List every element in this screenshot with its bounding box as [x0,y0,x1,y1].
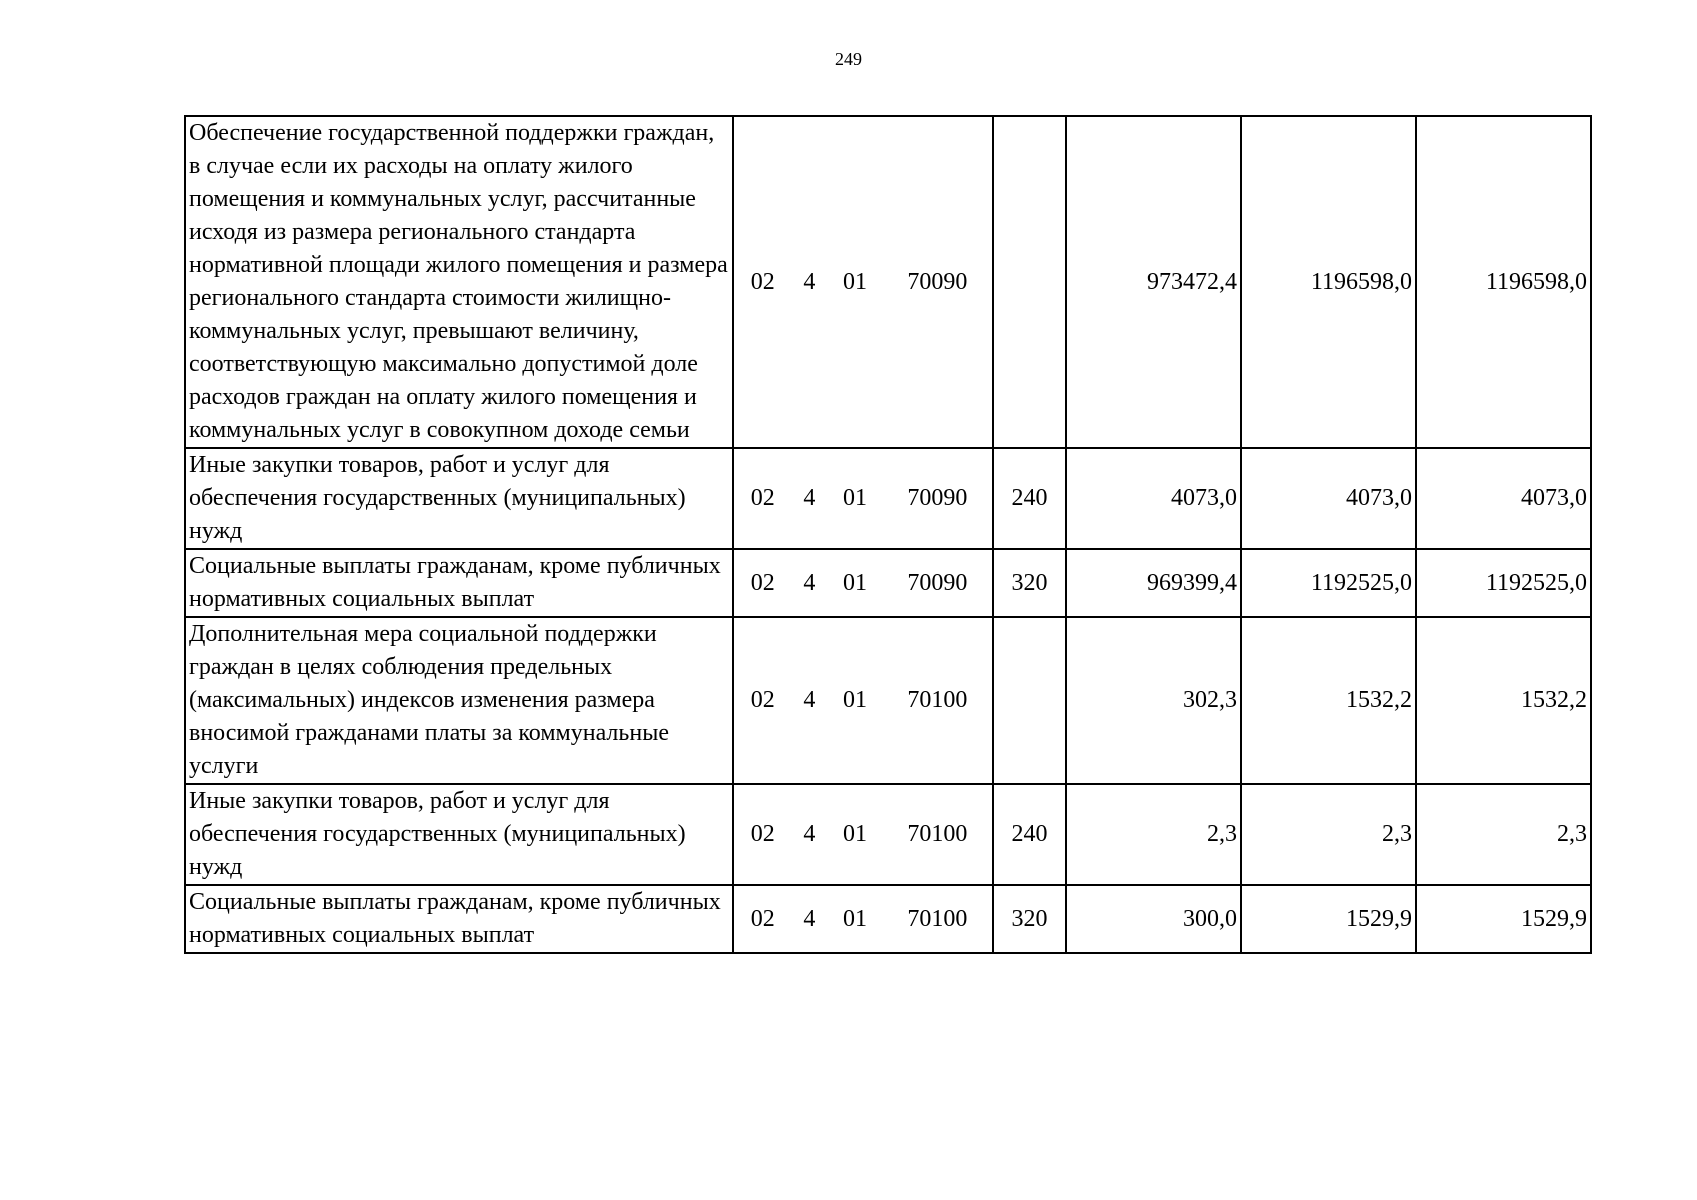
budget-table-body [185,116,1591,953]
page-number: 249 [835,49,862,69]
subprogram-code: 4 [803,905,816,932]
expense-direction-code: 70100 [907,905,968,932]
table-row [185,448,1591,549]
amount-year-2: 1532,2 [1241,617,1416,784]
subprogram-code: 4 [803,687,816,713]
subprogram-code: 4 [803,268,816,295]
subprogram-code: 4 [803,821,816,847]
row-name-cell: Иные закупки товаров, работ и услуг для обеспечения государственных (муниципальных) нужд [185,448,733,549]
amount-year-1: 2,3 [1066,784,1241,885]
table-row [185,885,1591,953]
expense-type-code: 320 [993,549,1066,617]
amount-year-2: 1196598,0 [1241,116,1416,448]
program-code: 02 [750,687,775,713]
classification-codes-cell [733,549,993,617]
row-name-cell: Социальные выплаты гражданам, кроме публичных нормативных социальных выплат [185,549,733,617]
classification-codes-cell [733,784,993,885]
amount-year-2: 1529,9 [1241,885,1416,953]
expense-direction-code: 70100 [907,821,968,847]
expense-direction-code: 70090 [907,485,968,511]
program-code: 02 [750,485,775,511]
expense-type-code: 240 [993,448,1066,549]
amount-year-3: 1196598,0 [1416,116,1591,448]
expense-type-code: 240 [993,784,1066,885]
main-activity-code: 01 [843,485,868,511]
amount-year-2: 2,3 [1241,784,1416,885]
main-activity-code: 01 [843,268,868,295]
program-code: 02 [750,268,775,295]
row-name-cell: Дополнительная мера социальной поддержки граждан в целях соблюдения предельных (максимальных) индексов изменения размера вносимой гражданами платы за коммунальные услуги [185,617,733,784]
amount-year-3: 1192525,0 [1416,549,1591,617]
subprogram-code: 4 [803,485,816,511]
amount-year-2: 1192525,0 [1241,549,1416,617]
main-activity-code: 01 [843,687,868,713]
amount-year-1: 969399,4 [1066,549,1241,617]
expense-type-code: 320 [993,885,1066,953]
main-activity-code: 01 [843,821,868,847]
main-activity-code: 01 [843,905,868,932]
budget-table [184,115,1592,954]
program-code: 02 [750,905,775,932]
subprogram-code: 4 [803,569,816,596]
expense-type-code [993,617,1066,784]
table-row [185,116,1591,448]
amount-year-1: 973472,4 [1066,116,1241,448]
amount-year-3: 1529,9 [1416,885,1591,953]
expense-direction-code: 70090 [907,569,968,596]
classification-codes-cell [733,885,993,953]
expense-direction-code: 70100 [907,687,968,713]
amount-year-1: 4073,0 [1066,448,1241,549]
classification-codes-cell [733,617,993,784]
table-row [185,549,1591,617]
table-row [185,617,1591,784]
main-activity-code: 01 [843,569,868,596]
classification-codes-cell [733,448,993,549]
program-code: 02 [750,821,775,847]
amount-year-2: 4073,0 [1241,448,1416,549]
amount-year-1: 300,0 [1066,885,1241,953]
row-name-cell: Обеспечение государственной поддержки граждан, в случае если их расходы на оплату жилого помещения и коммунальных услуг, рассчитанные исходя из размера регионального стандарта нормативной площади жилого помещения и размера регионального стандарта стоимости жилищно-коммунальных услуг, превышают величину, соответствующую максимально допустимой доле расходов граждан на оплату жилого помещения и коммунальных услуг в совокупном доходе семьи [185,116,733,448]
expense-type-code [993,116,1066,448]
row-name-cell: Иные закупки товаров, работ и услуг для обеспечения государственных (муниципальных) нужд [185,784,733,885]
program-code: 02 [750,569,775,596]
table-row [185,784,1591,885]
amount-year-3: 4073,0 [1416,448,1591,549]
amount-year-3: 1532,2 [1416,617,1591,784]
classification-codes-cell [733,116,993,448]
expense-direction-code: 70090 [907,268,968,295]
row-name-cell: Социальные выплаты гражданам, кроме публичных нормативных социальных выплат [185,885,733,953]
amount-year-1: 302,3 [1066,617,1241,784]
amount-year-3: 2,3 [1416,784,1591,885]
